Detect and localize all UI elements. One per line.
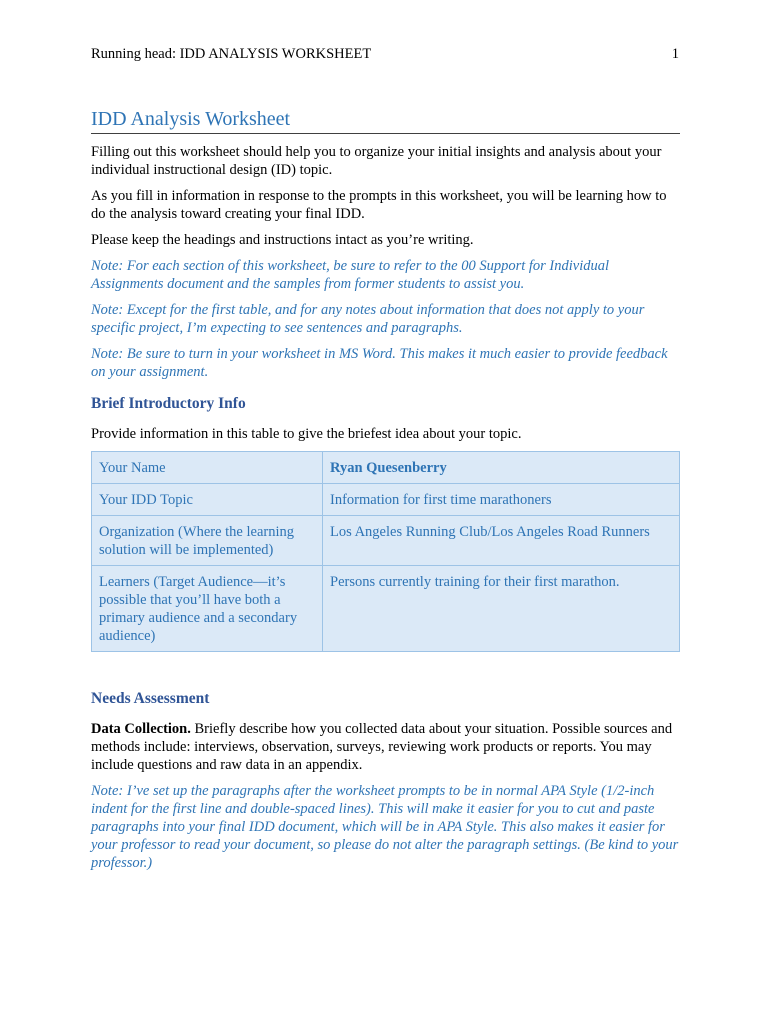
note-ms-word: Note: Be sure to turn in your worksheet in MS Word. This makes it much easier to provide feedback on your assignment.	[91, 346, 668, 380]
table-row	[92, 484, 680, 516]
running-head-text: Running head: IDD ANALYSIS WORKSHEET	[91, 46, 372, 62]
row-value-organization: Los Angeles Running Club/Los Angeles Road Runners	[323, 516, 680, 566]
note-support-docs: Note: For each section of this worksheet, be sure to refer to the 00 Support for Individual Assignments document and the samples from former students to assist you.	[91, 258, 610, 292]
note-apa-style: Note: I’ve set up the paragraphs after the worksheet prompts to be in normal APA Style (1/2-inch indent for the first line and double-spaced lines). This will make it easier for you to cut and paste paragraphs into your final IDD document, which will be in APA Style. This also makes it easier for your professor to read your document, so please do not alter the paragraph settings. (Be kind to your professor.)	[91, 783, 679, 871]
data-collection-paragraph	[91, 720, 681, 774]
section-heading-intro-info: Brief Introductory Info	[91, 395, 246, 412]
row-value-name: Ryan Quesenberry	[323, 452, 680, 484]
row-label-learners: Learners (Target Audience—it’s possible that you’ll have both a primary audience and a secondary audience)	[92, 566, 323, 652]
note-sentences: Note: Except for the first table, and for any notes about information that does not apply to your specific project, I’m expecting to see sentences and paragraphs.	[91, 302, 645, 336]
row-label-topic: Your IDD Topic	[92, 484, 323, 516]
document-body	[91, 143, 681, 880]
table-instruction: Provide information in this table to give the briefest idea about your topic.	[91, 426, 522, 442]
document-title: IDD Analysis Worksheet	[91, 108, 680, 134]
data-collection-label: Data Collection.	[91, 721, 191, 737]
table-row	[92, 566, 680, 652]
intro-paragraph-1: Filling out this worksheet should help you to organize your initial insights and analysis about your individual instructional design (ID) topic.	[91, 144, 662, 178]
data-collection-text: Briefly describe how you collected data about your situation. Possible sources and methods include: interviews, observation, surveys, reviewing work products or reports. You may include questions and raw data in an appendix.	[91, 721, 673, 773]
running-head	[91, 46, 679, 63]
row-label-organization: Organization (Where the learning solution will be implemented)	[92, 516, 323, 566]
intro-info-table	[91, 451, 680, 652]
row-label-name: Your Name	[92, 452, 323, 484]
intro-paragraph-3: Please keep the headings and instructions intact as you’re writing.	[91, 232, 474, 248]
row-value-learners: Persons currently training for their first marathon.	[323, 566, 680, 652]
row-value-topic: Information for first time marathoners	[323, 484, 680, 516]
section-heading-needs-assessment: Needs Assessment	[91, 690, 210, 707]
table-row	[92, 452, 680, 484]
table-row	[92, 516, 680, 566]
page-number: 1	[671, 46, 679, 62]
intro-paragraph-2: As you fill in information in response to the prompts in this worksheet, you will be learning how to do the analysis toward creating your final IDD.	[91, 188, 667, 222]
